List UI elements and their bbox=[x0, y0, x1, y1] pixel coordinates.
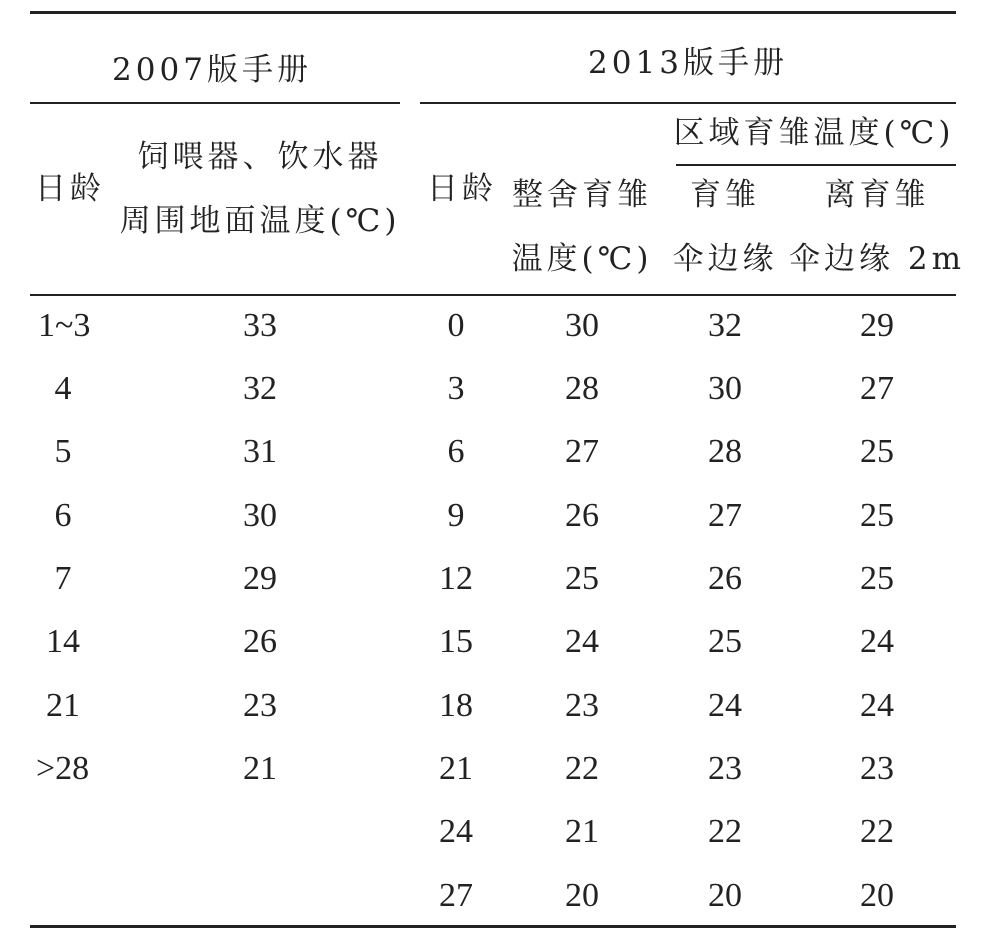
cell-2013-away: 23 bbox=[860, 750, 894, 787]
header-feeder-line1: 饲喂器、饮水器 bbox=[137, 139, 383, 175]
zone-group-rule bbox=[676, 164, 956, 166]
cell-2007-age: 5 bbox=[54, 433, 72, 470]
cell-2013-brooder: 23 bbox=[708, 750, 742, 787]
cell-2013-whole: 30 bbox=[565, 307, 599, 344]
header-2007-group: 2007版手册 bbox=[112, 52, 312, 88]
cell-2013-age: 24 bbox=[439, 813, 473, 850]
cell-2013-whole: 27 bbox=[565, 433, 599, 470]
cell-2013-away: 25 bbox=[860, 497, 894, 534]
cell-2013-whole: 22 bbox=[565, 750, 599, 787]
cell-2013-away: 20 bbox=[860, 877, 894, 914]
cell-2007-temp: 32 bbox=[243, 370, 277, 407]
cell-2013-age: 12 bbox=[439, 560, 473, 597]
cell-2013-whole: 21 bbox=[565, 813, 599, 850]
header-bottom-rule bbox=[30, 294, 956, 296]
header-brooder-line2: 伞边缘 bbox=[672, 241, 778, 277]
cell-2013-brooder: 26 bbox=[708, 560, 742, 597]
cell-2013-away: 22 bbox=[860, 813, 894, 850]
header-feeder-line2: 周围地面温度(℃) bbox=[119, 203, 401, 239]
cell-2007-temp: 29 bbox=[243, 560, 277, 597]
cell-2007-age: 4 bbox=[54, 370, 72, 407]
header-age-2013: 日龄 bbox=[427, 171, 497, 207]
cell-2013-age: 21 bbox=[439, 750, 473, 787]
cell-2007-age: 7 bbox=[54, 560, 72, 597]
cell-2007-age: 6 bbox=[54, 497, 72, 534]
cell-2007-temp: 23 bbox=[243, 687, 277, 724]
cell-2013-whole: 24 bbox=[565, 623, 599, 660]
cell-2013-age: 0 bbox=[447, 307, 465, 344]
cell-2013-whole: 20 bbox=[565, 877, 599, 914]
header-away-line1: 离育雏 bbox=[824, 177, 930, 213]
header-away-line2: 伞边缘 2m bbox=[789, 241, 965, 277]
cell-2013-age: 18 bbox=[439, 687, 473, 724]
cell-2007-age: 21 bbox=[46, 687, 80, 724]
header-whole-line2: 温度(℃) bbox=[511, 241, 653, 277]
header-zone-group: 区域育雏温度(℃) bbox=[673, 115, 955, 151]
cell-2013-age: 15 bbox=[439, 623, 473, 660]
cell-2013-whole: 25 bbox=[565, 560, 599, 597]
cell-2013-brooder: 25 bbox=[708, 623, 742, 660]
cell-2013-brooder: 20 bbox=[708, 877, 742, 914]
cell-2013-brooder: 32 bbox=[708, 307, 742, 344]
cell-2013-age: 27 bbox=[439, 877, 473, 914]
header-whole-line1: 整舍育雏 bbox=[512, 177, 652, 213]
header-age-2007: 日龄 bbox=[35, 171, 105, 207]
cell-2013-age: 6 bbox=[447, 433, 465, 470]
cell-2013-brooder: 30 bbox=[708, 370, 742, 407]
bottom-rule bbox=[30, 925, 956, 928]
cell-2007-temp: 31 bbox=[243, 433, 277, 470]
cell-2007-age: >28 bbox=[36, 750, 90, 787]
cell-2007-temp: 26 bbox=[243, 623, 277, 660]
cell-2007-age: 14 bbox=[46, 623, 80, 660]
top-rule bbox=[30, 11, 956, 14]
header-2013-group: 2013版手册 bbox=[588, 45, 788, 81]
cell-2013-away: 27 bbox=[860, 370, 894, 407]
cell-2013-away: 24 bbox=[860, 687, 894, 724]
cell-2007-temp: 21 bbox=[243, 750, 277, 787]
cell-2013-away: 24 bbox=[860, 623, 894, 660]
cell-2013-whole: 26 bbox=[565, 497, 599, 534]
cell-2013-whole: 28 bbox=[565, 370, 599, 407]
cell-2013-away: 25 bbox=[860, 433, 894, 470]
cell-2013-brooder: 28 bbox=[708, 433, 742, 470]
cell-2013-away: 29 bbox=[860, 307, 894, 344]
cell-2013-brooder: 22 bbox=[708, 813, 742, 850]
cell-2013-brooder: 24 bbox=[708, 687, 742, 724]
group-2013-rule bbox=[420, 102, 956, 104]
cell-2013-age: 3 bbox=[447, 370, 465, 407]
cell-2007-temp: 30 bbox=[243, 497, 277, 534]
cell-2007-temp: 33 bbox=[243, 307, 277, 344]
cell-2013-whole: 23 bbox=[565, 687, 599, 724]
cell-2013-away: 25 bbox=[860, 560, 894, 597]
cell-2013-age: 9 bbox=[447, 497, 465, 534]
header-brooder-line1: 育雏 bbox=[690, 177, 760, 213]
cell-2007-age: 1~3 bbox=[38, 307, 91, 344]
group-2007-rule bbox=[30, 102, 400, 104]
cell-2013-brooder: 27 bbox=[708, 497, 742, 534]
